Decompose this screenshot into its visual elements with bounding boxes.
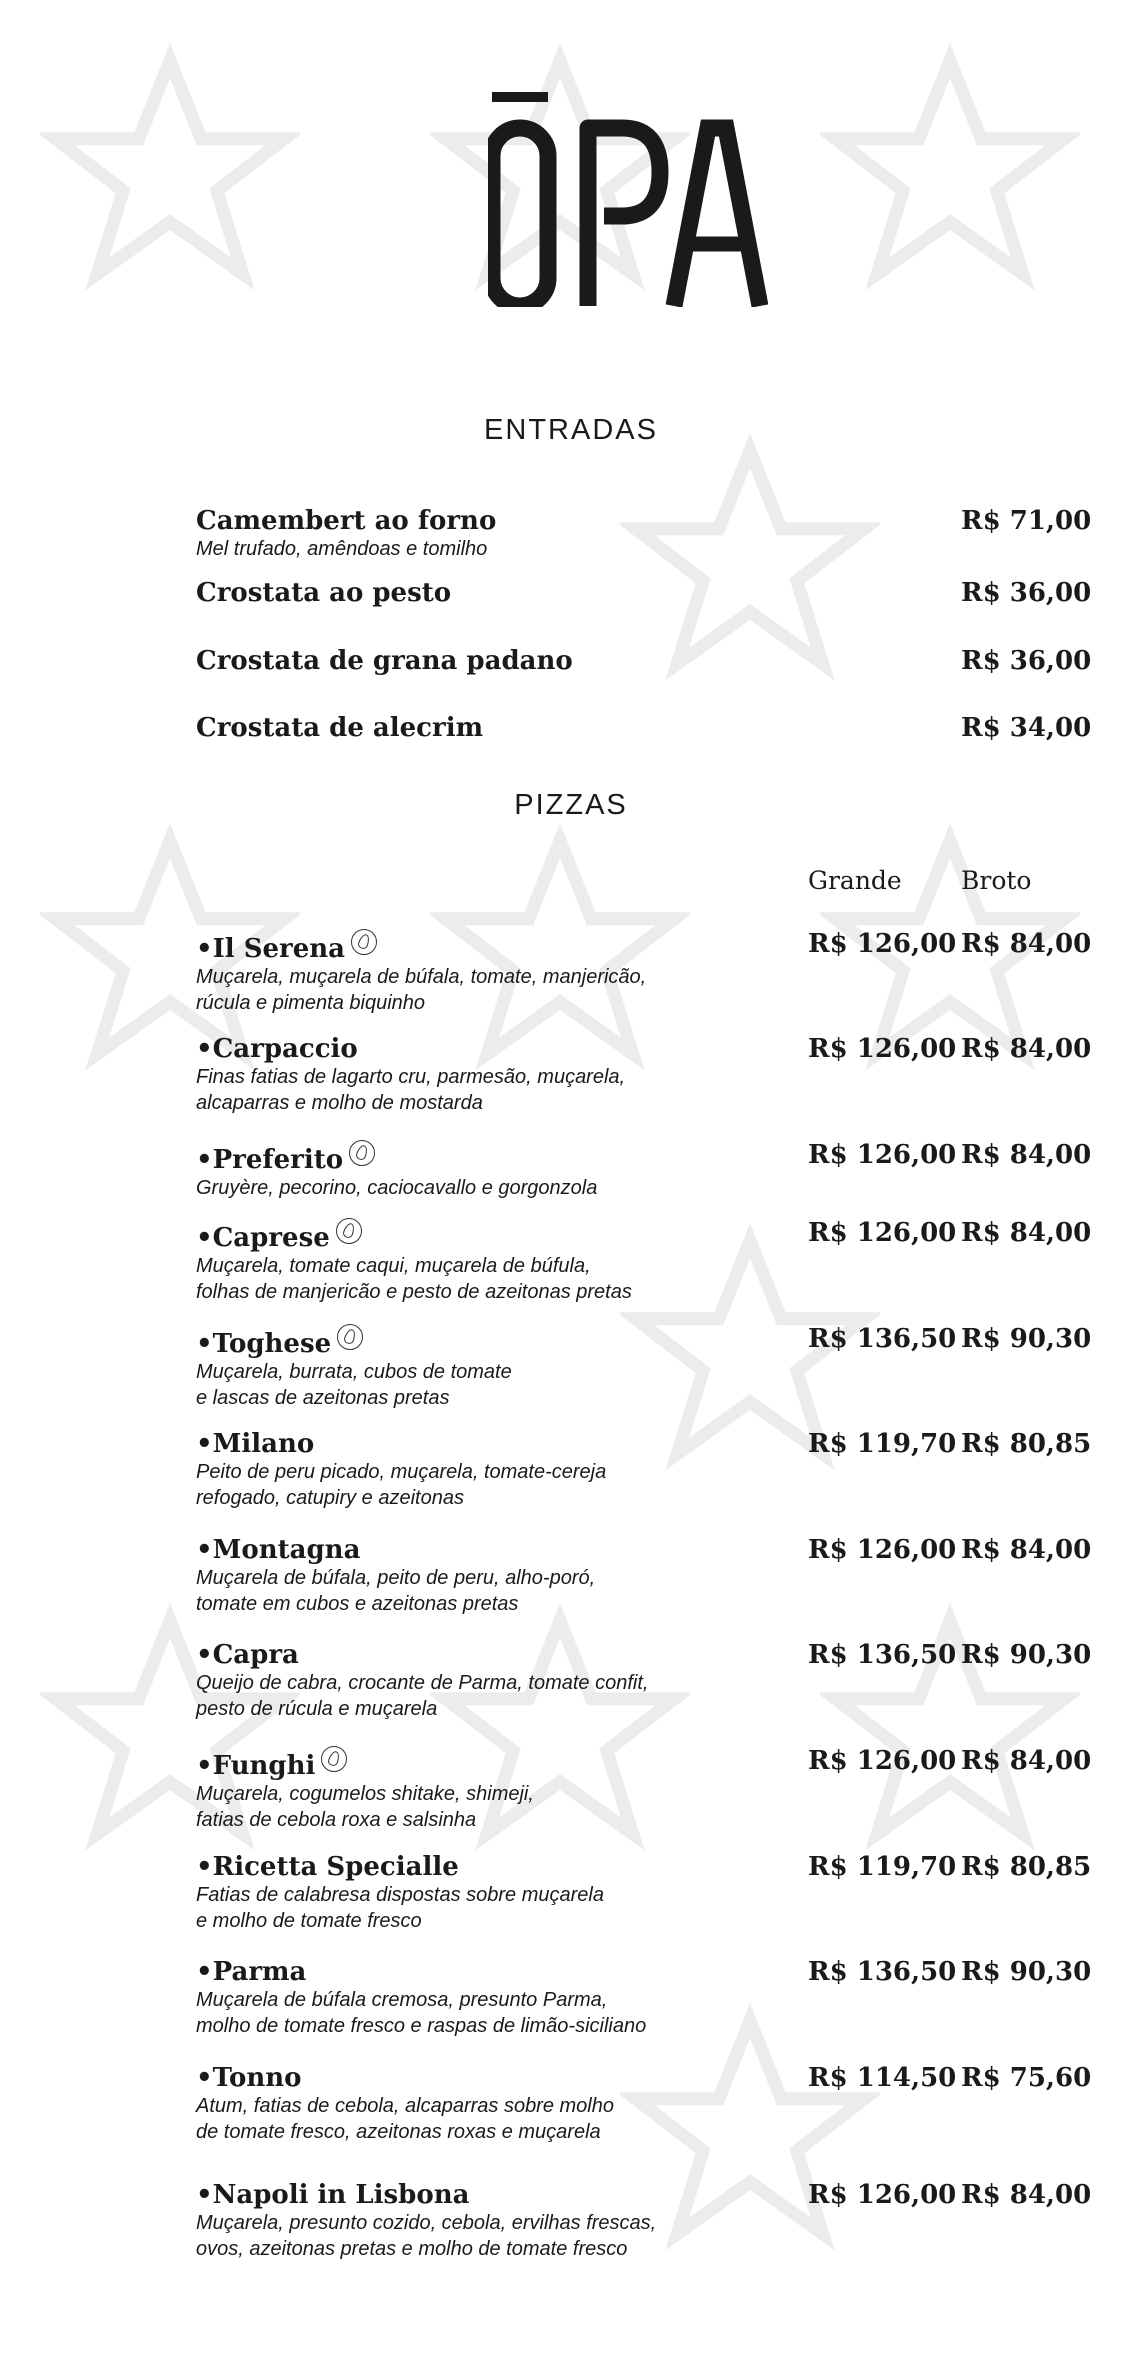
- price-broto: R$ 80,85: [961, 1429, 1092, 1459]
- item-name: •Tonno: [196, 2063, 302, 2093]
- item-price: R$ 36,00: [961, 646, 1092, 676]
- price-broto: R$ 84,00: [961, 1535, 1092, 1565]
- price-grande: R$ 119,70: [808, 1852, 957, 1882]
- price-broto: R$ 90,30: [961, 1324, 1092, 1354]
- item-description: folhas de manjericão e pesto de azeitonas pretas: [196, 1281, 632, 1303]
- item-description: ovos, azeitonas pretas e molho de tomate fresco: [196, 2238, 628, 2260]
- item-description: fatias de cebola roxa e salsinha: [196, 1809, 477, 1831]
- item-price: R$ 71,00: [961, 506, 1092, 536]
- pizza-item: [196, 1640, 1092, 1722]
- item-description: Gruyère, pecorino, caciocavallo e gorgonzola: [196, 1177, 598, 1199]
- item-description: e lascas de azeitonas pretas: [196, 1387, 450, 1409]
- price-broto: R$ 84,00: [961, 1140, 1092, 1170]
- item-name: •Capra: [196, 1640, 299, 1670]
- price-grande: R$ 114,50: [808, 2063, 957, 2093]
- item-description: Muçarela, tomate caqui, muçarela de búfula,: [196, 1255, 591, 1277]
- pizza-item: [196, 1034, 1092, 1116]
- item-description: rúcula e pimenta biquinho: [196, 992, 426, 1014]
- item-description: molho de tomate fresco e raspas de limão-siciliano: [196, 2015, 647, 2037]
- vegetarian-leaf-icon: [351, 929, 377, 955]
- item-name: •Funghi: [196, 1751, 316, 1781]
- price-grande: R$ 126,00: [808, 2180, 957, 2210]
- price-broto: R$ 90,30: [961, 1640, 1092, 1670]
- pizza-item: [196, 1140, 1092, 1201]
- column-header-grande: Grande: [808, 866, 902, 895]
- item-name: Camembert ao forno: [196, 506, 497, 536]
- item-name: Crostata de grana padano: [196, 646, 573, 676]
- price-grande: R$ 126,00: [808, 1746, 957, 1776]
- pizza-item: [196, 1746, 1092, 1833]
- item-description: Muçarela de búfala cremosa, presunto Parma,: [196, 1989, 608, 2011]
- price-broto: R$ 84,00: [961, 1746, 1092, 1776]
- column-header-broto: Broto: [961, 866, 1032, 895]
- price-broto: R$ 84,00: [961, 929, 1092, 959]
- price-grande: R$ 126,00: [808, 1535, 957, 1565]
- price-broto: R$ 84,00: [961, 1034, 1092, 1064]
- item-name: •Il Serena: [196, 934, 346, 964]
- pizza-item: [196, 1429, 1092, 1511]
- pizza-item: [196, 2063, 1092, 2145]
- item-description: Muçarela, muçarela de búfala, tomate, manjericão,: [196, 966, 647, 988]
- item-description: Muçarela, burrata, cubos de tomate: [196, 1361, 512, 1383]
- item-description: e molho de tomate fresco: [196, 1910, 422, 1932]
- price-grande: R$ 119,70: [808, 1429, 957, 1459]
- item-name: •Montagna: [196, 1535, 361, 1565]
- pizza-item: [196, 1852, 1092, 1934]
- item-description: Muçarela de búfala, peito de peru, alho-poró,: [196, 1567, 596, 1589]
- section-title-entradas: ENTRADAS: [484, 414, 658, 446]
- item-name: Crostata ao pesto: [196, 578, 452, 608]
- brand-logo: [488, 92, 768, 307]
- price-grande: R$ 136,50: [808, 1957, 957, 1987]
- price-broto: R$ 90,30: [961, 1957, 1092, 1987]
- item-name: •Preferito: [196, 1145, 344, 1175]
- vegetarian-leaf-icon: [337, 1324, 363, 1350]
- item-description: pesto de rúcula e muçarela: [196, 1698, 438, 1720]
- item-name: •Milano: [196, 1429, 315, 1459]
- item-description: Mel trufado, amêndoas e tomilho: [196, 538, 488, 560]
- price-grande: R$ 126,00: [808, 1218, 957, 1248]
- item-name: Crostata de alecrim: [196, 713, 484, 743]
- list-item: [196, 578, 1092, 608]
- section-title-pizzas: PIZZAS: [514, 789, 628, 821]
- item-description: de tomate fresco, azeitonas roxas e muçarela: [196, 2121, 601, 2143]
- item-name: •Napoli in Lisbona: [196, 2180, 470, 2210]
- list-item: [196, 713, 1092, 743]
- item-description: Fatias de calabresa dispostas sobre muçarela: [196, 1884, 604, 1906]
- price-grande: R$ 126,00: [808, 1140, 957, 1170]
- price-broto: R$ 75,60: [961, 2063, 1092, 2093]
- vegetarian-leaf-icon: [336, 1218, 362, 1244]
- item-name: •Toghese: [196, 1329, 332, 1359]
- item-name: •Parma: [196, 1957, 307, 1987]
- price-grande: R$ 136,50: [808, 1640, 957, 1670]
- pizza-item: [196, 1324, 1092, 1411]
- price-broto: R$ 84,00: [961, 2180, 1092, 2210]
- item-description: tomate em cubos e azeitonas pretas: [196, 1593, 519, 1615]
- item-description: Queijo de cabra, crocante de Parma, tomate confit,: [196, 1672, 649, 1694]
- price-broto: R$ 80,85: [961, 1852, 1092, 1882]
- pizza-item: [196, 1957, 1092, 2039]
- item-description: Finas fatias de lagarto cru, parmesão, muçarela,: [196, 1066, 626, 1088]
- item-description: Muçarela, presunto cozido, cebola, ervilhas frescas,: [196, 2212, 657, 2234]
- vegetarian-leaf-icon: [321, 1746, 347, 1772]
- price-grande: R$ 126,00: [808, 1034, 957, 1064]
- watermark-logo: [40, 40, 300, 300]
- item-name: •Ricetta Specialle: [196, 1852, 459, 1882]
- watermark-logo: [820, 40, 1080, 300]
- item-description: refogado, catupiry e azeitonas: [196, 1487, 464, 1509]
- item-name: •Caprese: [196, 1223, 330, 1253]
- pizza-item: [196, 929, 1092, 1016]
- item-description: Atum, fatias de cebola, alcaparras sobre molho: [196, 2095, 614, 2117]
- item-name: •Carpaccio: [196, 1034, 358, 1064]
- vegetarian-leaf-icon: [349, 1140, 375, 1166]
- price-grande: R$ 136,50: [808, 1324, 957, 1354]
- item-price: R$ 36,00: [961, 578, 1092, 608]
- list-item: [196, 506, 1092, 562]
- pizza-item: [196, 2180, 1092, 2262]
- item-price: R$ 34,00: [961, 713, 1092, 743]
- pizza-item: [196, 1535, 1092, 1617]
- price-grande: R$ 126,00: [808, 929, 957, 959]
- pizza-item: [196, 1218, 1092, 1305]
- item-description: Peito de peru picado, muçarela, tomate-cereja: [196, 1461, 607, 1483]
- item-description: Muçarela, cogumelos shitake, shimeji,: [196, 1783, 534, 1805]
- price-broto: R$ 84,00: [961, 1218, 1092, 1248]
- list-item: [196, 646, 1092, 676]
- item-description: alcaparras e molho de mostarda: [196, 1092, 483, 1114]
